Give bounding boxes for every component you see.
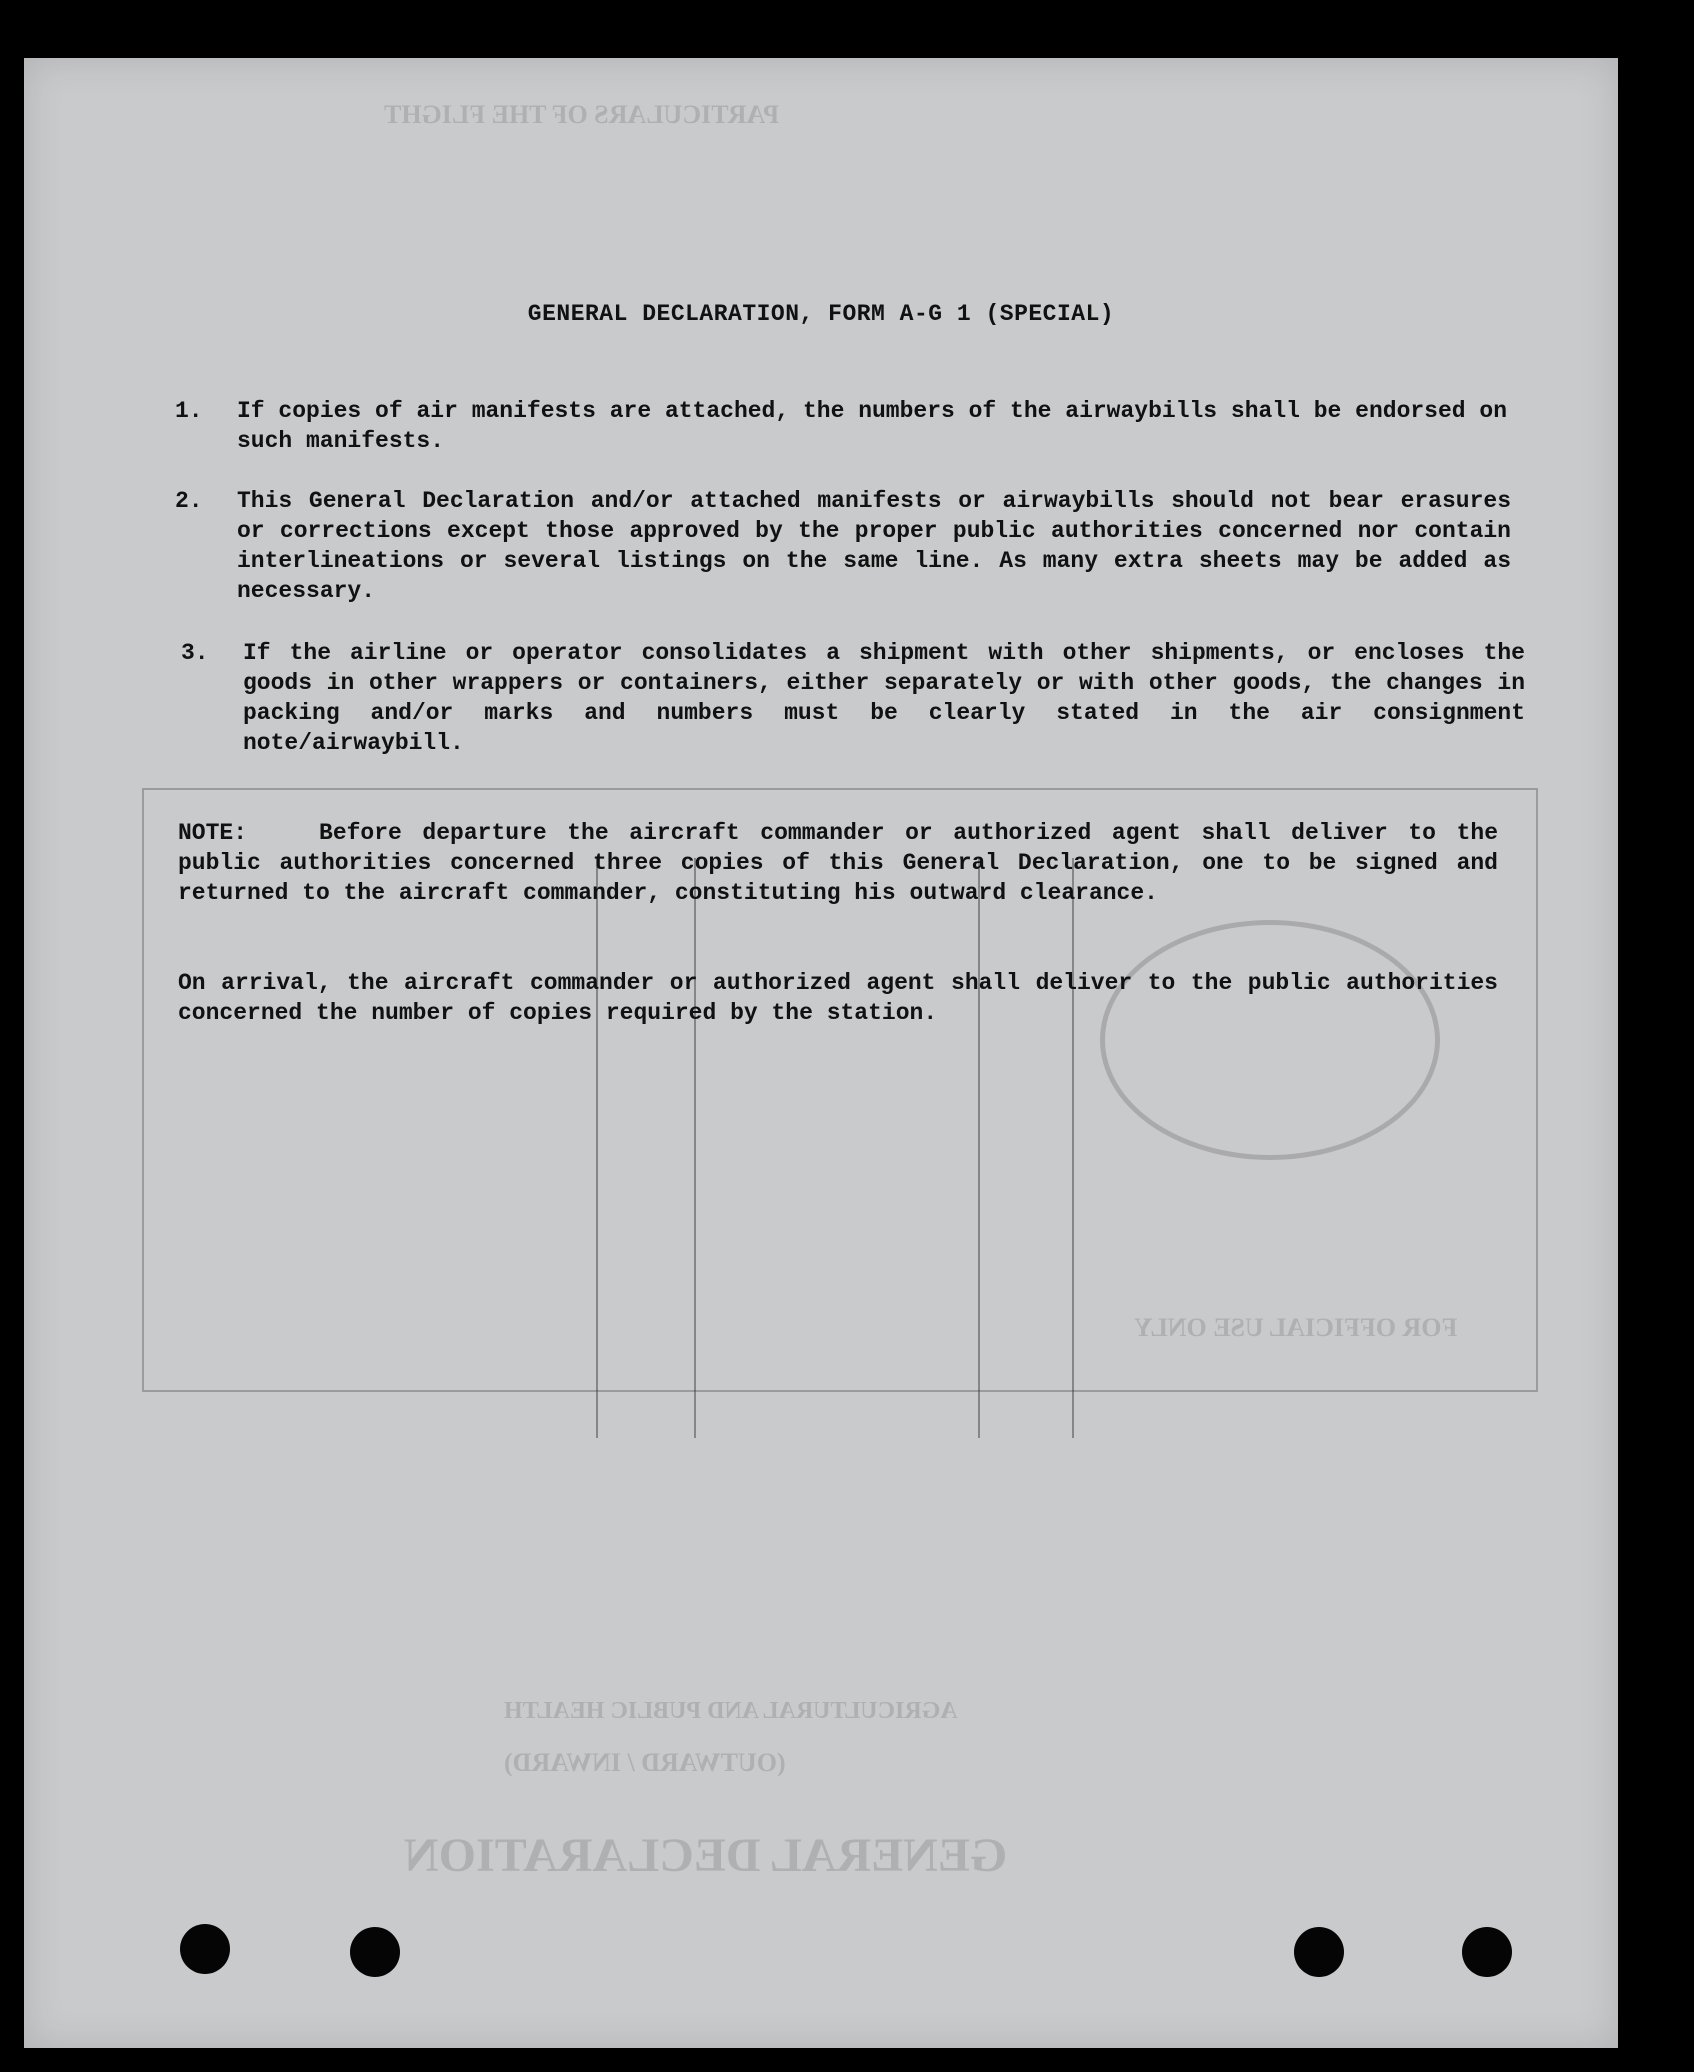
item-text: This General Declaration and/or attached manifests or airwaybills should not bear erasures or corrections except those approved by the proper public authorities concerned nor contain interlineations or several listings on the same line. As many extra sheets may be added as necessary. (237, 488, 1511, 604)
arrival-paragraph: On arrival, the aircraft commander or authorized agent shall deliver to the public authorities concerned the number of copies required by the station. (178, 970, 1498, 1026)
table-rule (596, 858, 598, 1438)
item-number: 2. (175, 488, 203, 514)
bleed-through-text: AGRICULTURAL AND PUBLIC HEALTH (504, 1698, 958, 1724)
faint-stamp (1100, 920, 1440, 1160)
note-paragraph (178, 818, 1498, 908)
table-rule (978, 858, 980, 1438)
bleed-through-text: PARTICULARS OF THE FLIGHT (384, 100, 780, 129)
note-label: NOTE: (178, 820, 248, 846)
bleed-through-text: FOR OFFICIAL USE ONLY (1134, 1313, 1458, 1342)
page-title: GENERAL DECLARATION, FORM A-G 1 (SPECIAL) (527, 301, 1115, 327)
bleed-through-text: (OUTWARD / INWARD) (504, 1748, 786, 1777)
document-page (24, 58, 1618, 2048)
punch-hole (1294, 1927, 1344, 1977)
punch-hole (1462, 1927, 1512, 1977)
punch-hole (350, 1927, 400, 1977)
punch-hole (180, 1924, 230, 1974)
item-number: 3. (181, 640, 209, 666)
item-number: 1. (175, 398, 203, 424)
note-text: Before departure the aircraft commander or authorized agent shall deliver to the public authorities concerned three copies of this General Declaration, one to be signed and returned to the aircraft commander, constituting his outward clearance. (178, 820, 1498, 906)
item-text: If the airline or operator consolidates a shipment with other shipments, or encloses the goods in other wrappers or containers, either separately or with other goods, the changes in packing and/or marks and numbers must be clearly stated in the air consignment note/airwaybill. (243, 640, 1525, 756)
item-text: If copies of air manifests are attached, the numbers of the airwaybills shall be endorsed on such manifests. (237, 398, 1507, 454)
table-rule (1072, 858, 1074, 1438)
bleed-through-text: GENERAL DECLARATION (404, 1829, 1008, 1882)
table-rule (694, 858, 696, 1438)
